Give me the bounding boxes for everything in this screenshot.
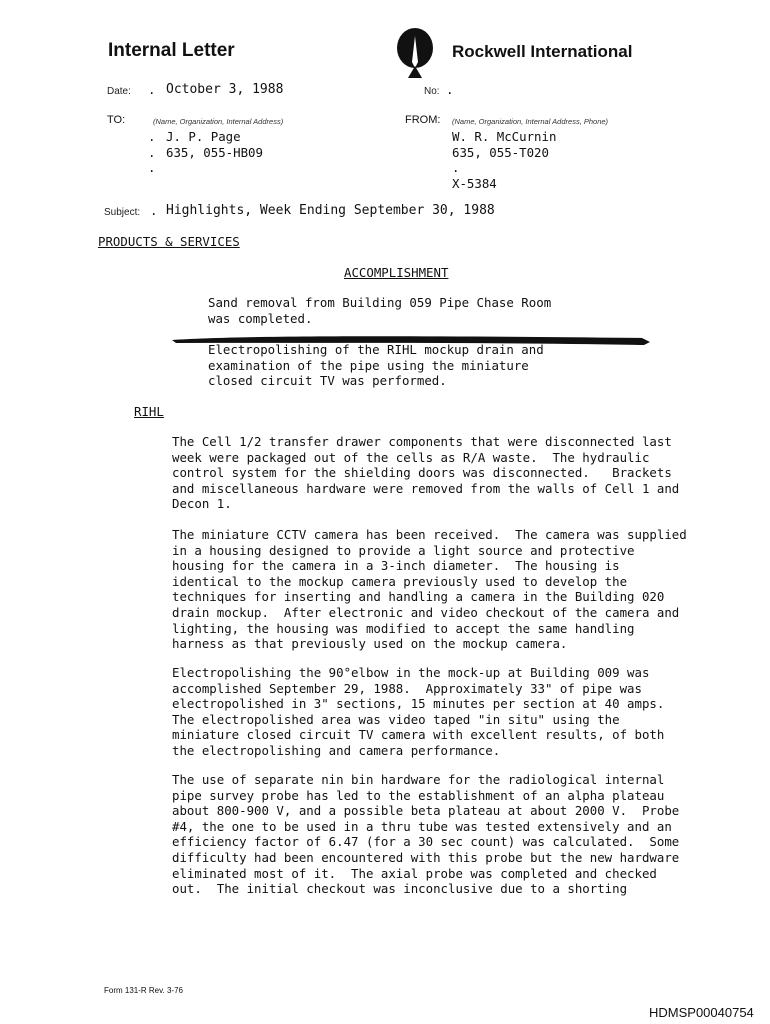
form-title: Internal Letter bbox=[108, 40, 235, 61]
from-address: 635, 055-T020 bbox=[452, 145, 549, 160]
from-hint: (Name, Organization, Internal Address, Phone) bbox=[452, 117, 609, 126]
bates-number: HDMSP00040754 bbox=[649, 1005, 754, 1020]
paragraph-4: The use of separate nin bin hardware for the radiological internal pipe survey probe has led to the establishment of an alpha plateau about 800-900 V, and a possible beta plateau at about 2000 V. Probe #4, the one to be used in a thru tube was tested extensively and an efficiency factor of 6.47 (for a 30 sec count) was calculated. Some difficulty had been encountered with this probe but the new hardware eliminated most of it. The axial probe was completed and checked out. The initial checkout was inconclusive due to a shorting bbox=[172, 772, 680, 897]
date-value: October 3, 1988 bbox=[166, 82, 284, 97]
paragraph-3: Electropolishing the 90°elbow in the mock-up at Building 009 was accomplished September 29, 1988. Approximately 33" of pipe was electropolished in 3" sections, 15 minutes per section at 40 amps. The electropolished area was video taped "in situ" using the miniature closed circuit TV camera with excellent results, of both the electropolishing and camera performance. bbox=[172, 665, 665, 758]
paragraph-1: The Cell 1/2 transfer drawer components that were disconnected last week were packaged out of the cells as R/A waste. The hydraulic control system for the shielding doors was disconnected. Brackets and miscellaneous hardware were removed from the walls of Cell 1 and Decon 1. bbox=[172, 434, 680, 512]
from-label: FROM: bbox=[405, 114, 441, 126]
subject-bullet: . bbox=[150, 203, 158, 218]
rockwell-logo-icon bbox=[384, 26, 446, 80]
from-name: W. R. McCurnin bbox=[452, 129, 557, 144]
from-bullet: . bbox=[452, 160, 460, 175]
section-heading: PRODUCTS & SERVICES bbox=[98, 234, 240, 249]
no-label: No: bbox=[424, 86, 440, 97]
form-number: Form 131-R Rev. 3-76 bbox=[104, 986, 183, 995]
to-address: 635, 055-HB09 bbox=[166, 145, 263, 160]
date-label: Date: bbox=[107, 86, 131, 97]
accomplishment-1: Sand removal from Building 059 Pipe Chase Room was completed. bbox=[208, 295, 552, 326]
date-bullet: . bbox=[148, 82, 156, 97]
rihl-heading: RIHL bbox=[134, 404, 164, 419]
accomplishment-2: Electropolishing of the RIHL mockup drain and examination of the pipe using the miniature closed circuit TV was performed. bbox=[208, 342, 544, 389]
subject-value: Highlights, Week Ending September 30, 1988 bbox=[166, 203, 495, 218]
to-hint: (Name, Organization, Internal Address) bbox=[153, 117, 284, 126]
from-phone: X-5384 bbox=[452, 176, 497, 191]
to-label: TO: bbox=[107, 114, 126, 126]
accomplishment-heading: ACCOMPLISHMENT bbox=[344, 265, 449, 280]
to-name: J. P. Page bbox=[166, 129, 241, 144]
no-bullet: . bbox=[446, 82, 454, 97]
to-bullets: . . . bbox=[148, 129, 156, 176]
company-name: Rockwell International bbox=[452, 42, 633, 61]
subject-label: Subject: bbox=[104, 207, 141, 218]
paragraph-2: The miniature CCTV camera has been received. The camera was supplied in a housing designed to provide a light source and protective housing for the camera in a 3-inch diameter. The housing is identical to the mockup camera previously used to develop the techniques for inserting and handling a camera in the Building 020 drain mockup. After electronic and video checkout of the camera and lighting, the housing was modified to accept the same handling harness as that previously used on the mockup camera. bbox=[172, 527, 687, 652]
